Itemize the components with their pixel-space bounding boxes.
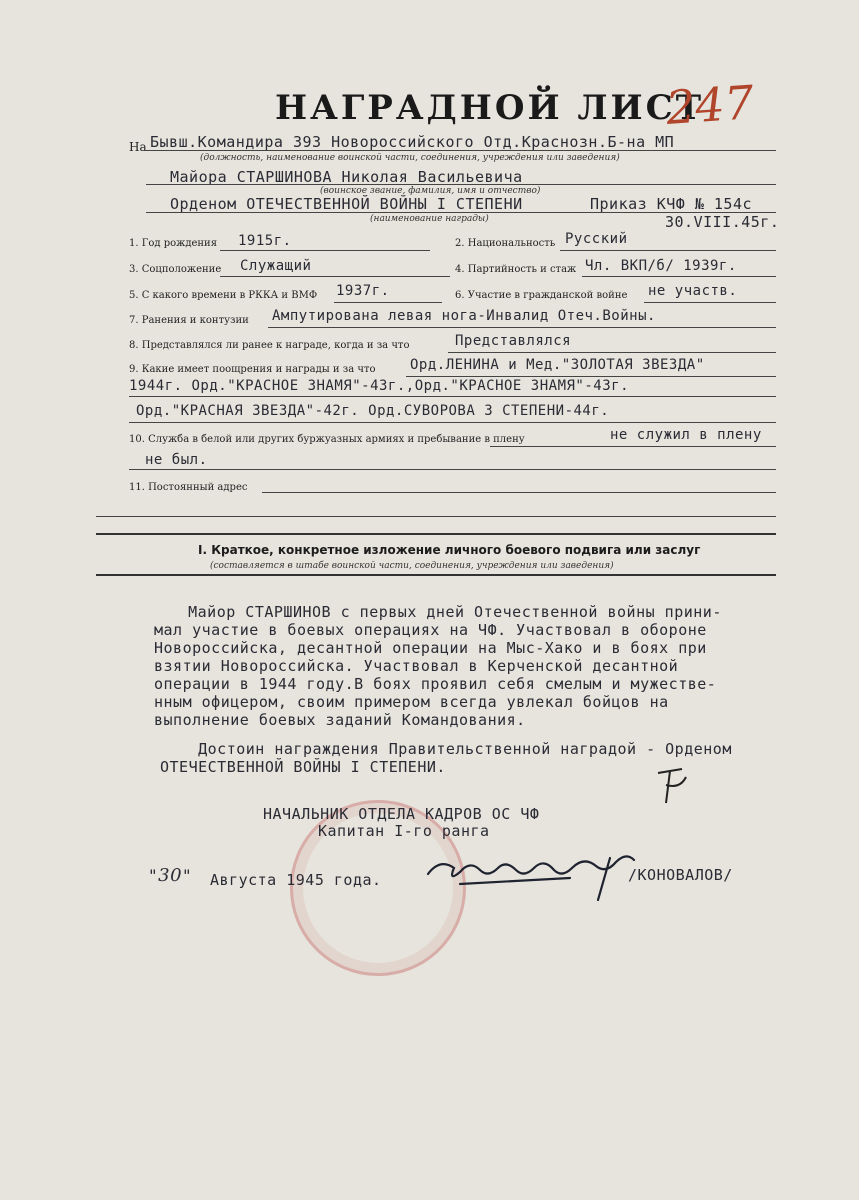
conclusion-line-2: ОТЕЧЕСТВЕННОЙ ВОЙНЫ I СТЕПЕНИ. (160, 758, 446, 776)
section-bottom-rule (96, 574, 776, 576)
narrative-line-7: выполнение боевых заданий Командования. (154, 711, 526, 729)
field-service-since-value: 1937г. (336, 283, 390, 299)
field-prior-award-line (448, 352, 776, 353)
captivity-continued-line (129, 469, 776, 470)
name-underline (146, 184, 776, 185)
field-service-since-label: 5. С какого времени в РККА и ВМФ (129, 290, 318, 301)
field-prior-award-label: 8. Представлялся ли ранее к награде, когда и за что (129, 340, 410, 351)
field-prior-award-value: Представлялся (455, 333, 572, 349)
position-underline (146, 150, 776, 151)
awards-continued-1-line (129, 396, 776, 397)
field-civil-war-value: не участв. (648, 283, 738, 299)
signatory-rank: Капитан I-го ранга (318, 822, 490, 840)
award-value: Орденом ОТЕЧЕСТВЕННОЙ ВОЙНЫ I СТЕПЕНИ (170, 195, 523, 213)
field-service-since-line (334, 302, 442, 303)
field-social-status-line (220, 276, 450, 277)
field-nationality-line (560, 250, 776, 251)
awards-continued-2: Орд."КРАСНАЯ ЗВЕЗДА"-42г. Орд.СУВОРОВА 3 СТЕПЕНИ-44г. (136, 403, 610, 419)
date-close-quote: " (182, 866, 193, 885)
date-month-year: Августа 1945 года. (210, 871, 382, 889)
field-social-status-value: Служащий (240, 258, 312, 274)
field-address-line-2 (96, 516, 776, 517)
section-top-rule (96, 533, 776, 535)
narrative-line-2: мал участие в боевых операциях на ЧФ. Участвовал в обороне (154, 621, 707, 639)
narrative-line-5: операции в 1944 году.В боях проявил себя смелым и мужестве- (154, 675, 717, 693)
position-value: Бывш.Командира 393 Новороссийского Отд.Краснозн.Б-на МП (150, 133, 675, 151)
field-civil-war-label: 6. Участие в гражданской войне (455, 290, 628, 301)
field-awards-value: Орд.ЛЕНИНА и Мед."ЗОЛОТАЯ ЗВЕЗДА" (410, 357, 705, 373)
field-captivity-label: 10. Служба в белой или других буржуазных армиях и пребывание в плену (129, 434, 525, 445)
signatory-name: /КОНОВАЛОВ/ (628, 866, 733, 884)
field-captivity-value: не служил в плену (610, 427, 762, 443)
section-caption: (составляется в штабе воинской части, соединения, учреждения или заведения) (210, 561, 614, 571)
signatory-position: НАЧАЛЬНИК ОТДЕЛА КАДРОВ ОС ЧФ (263, 805, 540, 823)
position-caption: (должность, наименование воинской части, соединения, учреждения или заведения) (200, 153, 620, 163)
field-wounds-line (268, 327, 776, 328)
narrative-line-1: Майор СТАРШИНОВ с первых дней Отечественной войны прини- (150, 603, 722, 621)
award-caption: (наименование награды) (370, 214, 489, 224)
field-wounds-value: Ампутирована левая нога-Инвалид Отеч.Войны. (272, 308, 656, 324)
awards-continued-1: 1944г. Орд."КРАСНОЕ ЗНАМЯ"-43г.,Орд."КРАСНОЕ ЗНАМЯ"-43г. (129, 378, 630, 394)
date-day: 30 (158, 865, 183, 886)
field-social-status-label: 3. Соцположение (129, 264, 222, 275)
field-captivity-line (490, 446, 776, 447)
field-birth-year-line (220, 250, 430, 251)
name-value: Майора СТАРШИНОВА Николая Васильевича (170, 168, 523, 186)
field-party-line (582, 276, 776, 277)
narrative-line-6: нным офицером, своим примером всегда увлекал бойцов на (154, 693, 669, 711)
section-title: I. Краткое, конкретное изложение личного боевого подвига или заслуг (198, 543, 701, 557)
field-address-label: 11. Постоянный адрес (129, 482, 248, 493)
narrative-line-4: взятии Новороссийска. Участвовал в Керченской десантной (154, 657, 679, 675)
field-birth-year-value: 1915г. (238, 233, 292, 249)
field-wounds-label: 7. Ранения и контузии (129, 315, 249, 326)
field-address-line (262, 492, 776, 493)
narrative-line-3: Новороссийска, десантной операции на Мыс-Хако и в боях при (154, 639, 707, 657)
order-reference: Приказ КЧФ № 154с (590, 195, 753, 213)
field-birth-year-label: 1. Год рождения (129, 238, 218, 249)
field-nationality-label: 2. Национальность (455, 238, 556, 249)
captivity-continued: не был. (145, 452, 208, 468)
field-awards-line (406, 376, 776, 377)
awards-continued-2-line (129, 422, 776, 423)
handwritten-number: 247 (664, 75, 756, 135)
field-awards-label: 9. Какие имеет поощрения и награды и за что (129, 364, 376, 375)
date-open-quote: " (148, 866, 159, 885)
prefix-label: На (129, 140, 147, 154)
handwritten-initials-mark (652, 765, 692, 809)
document-title: НАГРАДНОЙ ЛИСТ (275, 88, 705, 128)
field-civil-war-line (644, 302, 776, 303)
field-nationality-value: Русский (565, 231, 628, 247)
name-caption: (воинское звание, фамилия, имя и отчество) (320, 186, 541, 196)
order-date: 30.VIII.45г. (665, 213, 780, 231)
conclusion-line-1: Достоин награждения Правительственной наградой - Орденом (160, 740, 732, 758)
field-party-label: 4. Партийность и стаж (455, 264, 577, 275)
handwritten-signature (420, 838, 660, 908)
field-party-value: Чл. ВКП/б/ 1939г. (585, 258, 737, 274)
